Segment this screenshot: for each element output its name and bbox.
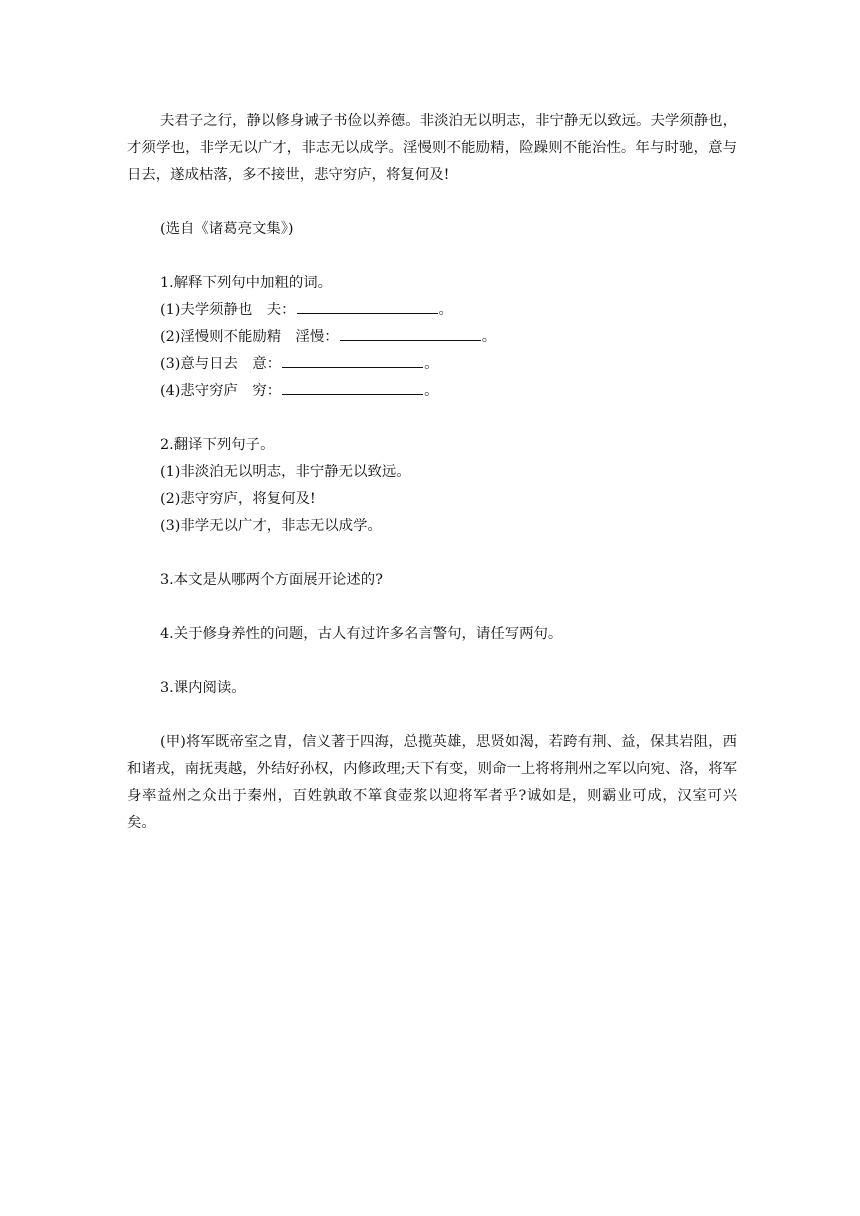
item-end: 。 bbox=[424, 383, 439, 399]
question-1-title: 1.解释下列句中加粗的词。 bbox=[160, 275, 333, 291]
item-end: 。 bbox=[438, 302, 453, 318]
answer-blank[interactable] bbox=[282, 353, 423, 368]
question-1-item bbox=[127, 378, 737, 405]
item-prompt: (3)意与日去 意： bbox=[160, 356, 282, 372]
item-prompt: (4)悲守穷庐 穷： bbox=[160, 383, 282, 399]
item-end: 。 bbox=[424, 356, 439, 372]
question-2-item: (2)悲守穷庐，将复何及! bbox=[160, 491, 316, 507]
question-1-item bbox=[127, 297, 737, 324]
question-1-item bbox=[127, 351, 737, 378]
question-2-item: (1)非淡泊无以明志，非宁静无以致远。 bbox=[160, 464, 411, 480]
question-2-title: 2.翻译下列句子。 bbox=[160, 437, 275, 453]
passage-paragraph: 夫君子之行，静以修身诫子书俭以养德。非淡泊无以明志，非宁静无以致远。夫学须静也，才须学也，非学无以广才，非志无以成学。淫慢则不能励精，险躁则不能治性。年与时驰，意与日去，遂成枯落，多不接世，悲守穷庐，将复何及! bbox=[127, 113, 737, 183]
item-prompt: (1)夫学须静也 夫： bbox=[160, 302, 296, 318]
question-2-item: (3)非学无以广才，非志无以成学。 bbox=[160, 518, 382, 534]
answer-blank[interactable] bbox=[282, 380, 423, 395]
question-3: 3.本文是从哪两个方面展开论述的? bbox=[160, 572, 383, 588]
answer-blank[interactable] bbox=[297, 299, 438, 314]
passage-jia-paragraph: (甲)将军既帝室之胄，信义著于四海，总揽英雄，思贤如渴，若跨有荆、益，保其岩阻，西和诸戎，南抚夷越，外结好孙权，内修政理;天下有变，则命一上将将荆州之军以向宛、洛，将军身率益州之众出于秦州，百姓孰敢不箪食壶浆以迎将军者乎?诚如是，则霸业可成，汉室可兴矣。 bbox=[127, 734, 737, 831]
question-4: 4.关于修身养性的问题，古人有过许多名言警句，请任写两句。 bbox=[160, 626, 563, 642]
document-body bbox=[127, 108, 737, 837]
question-1-item bbox=[127, 324, 737, 351]
answer-blank[interactable] bbox=[340, 326, 481, 341]
item-end: 。 bbox=[481, 329, 497, 345]
section-heading: 3.课内阅读。 bbox=[160, 680, 246, 696]
item-prompt: (2)淫慢则不能励精 淫慢： bbox=[160, 329, 339, 345]
source-citation: (选自《诸葛亮文集》) bbox=[160, 221, 294, 237]
